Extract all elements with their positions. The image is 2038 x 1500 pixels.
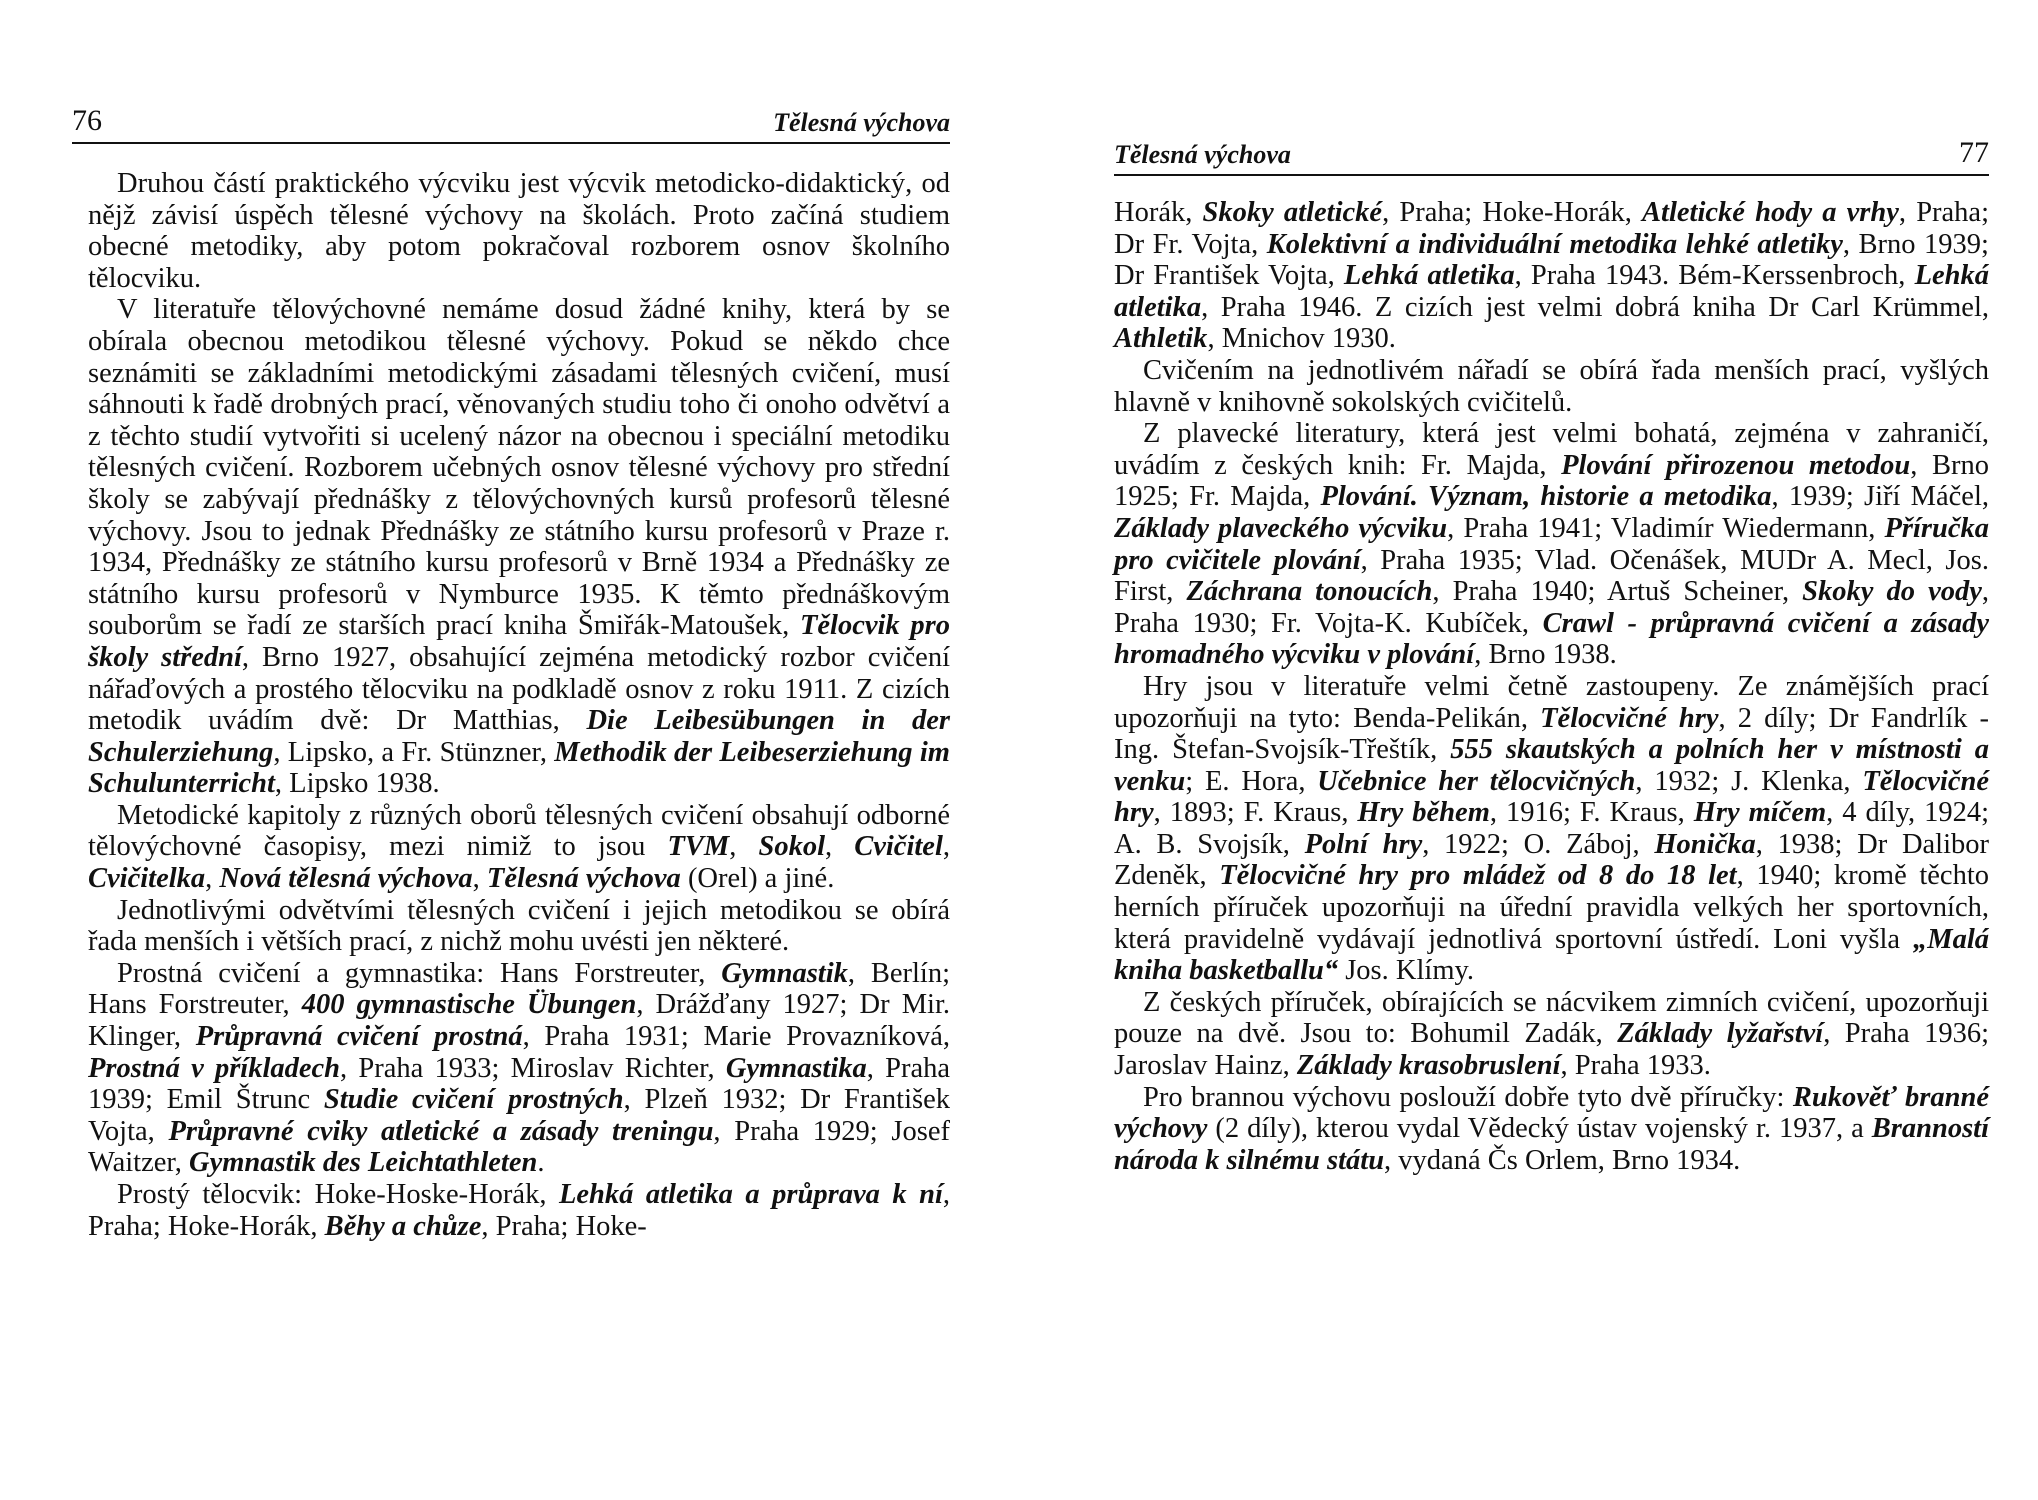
text-run: , <box>729 831 759 863</box>
right-page-header <box>1114 132 1989 176</box>
text-run: , <box>472 863 487 895</box>
text-run: , 2 díly; Dr Fandrlík - Ing. Štefan-Svojsík-Třeštík, <box>1114 702 1989 766</box>
italic-title: Záchrana tonoucích <box>1186 576 1433 608</box>
italic-title: 400 gymnastische Übungen <box>301 989 637 1021</box>
italic-title: Atletické hody a vrhy <box>1642 197 1899 228</box>
right-page <box>1019 0 2038 1500</box>
text-run: , Brno 1925; Fr. Majda, <box>1114 449 1990 513</box>
text-run: , 4 díly, 1924; A. B. Svojsík, <box>1114 797 1989 860</box>
text-run: , Praha 1929; Josef Waitzer, <box>88 1115 950 1179</box>
text-run: , Praha; Hoke- <box>481 1210 647 1242</box>
text-run: V literatuře tělovýchovné nemáme dosud žádné knihy, která by se obírala obecnou metodikou tělesné výchovy. Pokud se někdo chce seznámiti se základními metodickými zásadami tělesných cvičení, musí sáhnouti k řadě drobných prací, věnovaných studiu toho či onoho odvětví a z těchto studií vytvořiti si ucelený názor na obecnou i speciální metodiku tělesných cvičení. Rozborem učebných osnov tělesné výchovy pro střední školy se zabývají přednášky z tělovýchovných kursů profesorů tělesné výchovy. Jsou to jednak Přednášky ze státního kursu profesorů v Praze r. 1934, Přednášky ze státního kursu profesorů v Brně 1934 a Přednášky ze státního kursu profesorů v Nymburce 1935. K těmto přednáškovým souborům se řadí ze starších prací kniha Šmiřák-Matoušek, <box>88 294 950 642</box>
italic-title: Tělocvik pro školy střední <box>88 610 950 673</box>
text-run: , Drážďany 1927; Dr Mir. Klinger, <box>88 989 950 1053</box>
text-run: . <box>537 1147 545 1179</box>
paragraph <box>1114 355 1989 418</box>
italic-title: Rukověť branné výchovy <box>1114 1081 1989 1145</box>
italic-title: Studie cvičení prostných <box>323 1084 624 1116</box>
text-run: Jednotlivými odvětvími tělesných cvičení i jejich metodikou se obírá řada menších i větších prací, z nichž mohu uvésti jen některé. <box>88 894 950 958</box>
italic-title: TVM <box>667 831 730 863</box>
text-run: , Praha 1933; Miroslav Richter, <box>340 1052 726 1084</box>
paragraph <box>88 895 950 958</box>
paragraph <box>88 800 950 895</box>
italic-title: Crawl - průpravná cvičení a zásady hromadného výcviku v plování <box>1114 607 1989 671</box>
italic-title: Běhy a chůze <box>324 1210 482 1242</box>
italic-title: „Malá kniha basketballu“ <box>1114 923 1989 987</box>
text-run: Jos. Klímy. <box>1338 955 1475 987</box>
text-run: , Praha 1933. <box>1560 1050 1711 1082</box>
italic-title: Methodik der Leibeserziehung im Schulunterricht <box>88 736 950 800</box>
text-run: Druhou částí praktického výcviku jest výcvik metodicko-didaktický, od nějž závisí úspěch tělesné výchovy na školách. Proto začíná studiem obecné metodiky, aby potom pokračoval rozborem osnov školního tělocviku. <box>88 168 950 294</box>
italic-title: Skoky do vody <box>1802 576 1982 608</box>
text-run: Horák, <box>1114 197 1203 228</box>
italic-title: Prostná v příkladech <box>88 1052 341 1084</box>
text-run: , Praha; Hoke-Horák, <box>1382 197 1643 228</box>
text-run: , Praha 1939; Emil Štrunc <box>88 1052 950 1116</box>
text-run: , Praha 1930; Fr. Vojta-K. Kubíček, <box>1114 576 1989 639</box>
text-run: Metodické kapitoly z různých oborů tělesných cvičení obsahují odborné tělovýchovné časopisy, mezi nimiž to jsou <box>88 799 950 863</box>
italic-title: Učebnice her tělocvičných <box>1317 765 1636 797</box>
text-run: , 1916; F. Kraus, <box>1489 797 1694 829</box>
text-run: , Praha; Hoke-Horák, <box>88 1179 950 1242</box>
italic-title: Skoky atletické <box>1202 197 1383 228</box>
text-run: , 1893; F. Kraus, <box>1153 797 1358 829</box>
text-run: , Mnichov 1930. <box>1207 323 1396 355</box>
italic-title: 555 skautských a polních her v místnosti a venku <box>1114 734 1989 797</box>
text-run: , 1922; O. Záboj, <box>1422 828 1655 860</box>
italic-title: Průpravné cviky atletické a zásady treningu <box>168 1115 714 1147</box>
text-run: , 1939; Jiří Máčel, <box>1771 481 1989 513</box>
text-run: , Brno 1938. <box>1474 639 1617 671</box>
italic-title: Tělocvičné hry <box>1540 702 1719 734</box>
italic-title: Tělocvičné hry <box>1114 765 1989 829</box>
left-running-title: Tělesná výchova <box>773 108 950 137</box>
paragraph <box>1114 197 1989 355</box>
text-run: , Plzeň 1932; Dr František Vojta, <box>88 1084 950 1147</box>
paragraph <box>1114 418 1989 671</box>
paragraph <box>88 958 950 1179</box>
italic-title: Kolektivní a individuální metodika lehké atletiky <box>1266 228 1843 260</box>
text-run: , vydaná Čs Orlem, Brno 1934. <box>1384 1144 1741 1176</box>
text-run: Z plavecké literatury, která jest velmi bohatá, zejména v zahraničí, uvádím z českých knih: Fr. Majda, <box>1114 418 1989 481</box>
italic-title: Průpravná cvičení prostná <box>195 1021 523 1053</box>
italic-title: Cvičitel <box>854 831 943 863</box>
text-run: , <box>942 831 950 863</box>
italic-title: Plování přirozenou metodou <box>1561 449 1911 481</box>
text-run: (Orel) a jiné. <box>680 863 835 895</box>
italic-title: Sokol <box>758 831 826 863</box>
text-run: Prostý tělocvik: Hoke-Hoske-Horák, <box>117 1179 559 1210</box>
text-run: , Brno 1939; Dr František Vojta, <box>1114 228 1989 292</box>
text-run: , 1932; J. Klenka, <box>1635 765 1863 797</box>
text-run: , <box>205 863 220 895</box>
italic-title: Plování. Význam, historie a metodika <box>1320 481 1772 513</box>
italic-title: Hry během <box>1357 797 1490 829</box>
italic-title: Athletik <box>1114 323 1208 355</box>
italic-title: Základy lyžařství <box>1617 1018 1824 1050</box>
italic-title: Gymnastik des Leichtathleten <box>189 1147 538 1179</box>
italic-title: Branností národa k silnému státu <box>1114 1113 1989 1176</box>
italic-title: Základy plaveckého výcviku <box>1114 512 1448 544</box>
text-run: , Praha; Dr Fr. Vojta, <box>1114 197 1989 260</box>
text-run: Cvičením na jednotlivém nářadí se obírá řada menších prací, vyšlých hlavně v knihovně sokolských cvičitelů. <box>1114 354 1989 418</box>
text-run: , Praha 1941; Vladimír Wiedermann, <box>1447 512 1885 544</box>
left-page-number: 76 <box>72 104 102 137</box>
text-run: Prostná cvičení a gymnastika: Hans Forstreuter, <box>117 957 722 989</box>
italic-title: Cvičitelka <box>88 863 206 895</box>
right-running-title: Tělesná výchova <box>1114 140 1291 169</box>
paragraph <box>88 1179 950 1242</box>
text-run: Pro brannou výchovu poslouží dobře tyto dvě příručky: <box>1143 1081 1793 1113</box>
italic-title: Polní hry <box>1304 828 1423 860</box>
text-run: , 1940; kromě těchto herních příruček upozorňuji na úřední pravidla velkých her sportovních, která pravidelně vydávají jednotlivá sportovní ústředí. Loni vyšla <box>1114 860 1989 955</box>
left-page-body <box>88 168 950 1242</box>
left-page-header <box>72 100 950 144</box>
italic-title: Gymnastik <box>721 957 848 989</box>
text-run: ; E. Hora, <box>1185 765 1318 797</box>
italic-title: Lehká atletika <box>1343 260 1515 292</box>
text-run: , Berlín; Hans Forstreuter, <box>88 957 950 1021</box>
right-page-body <box>1114 197 1989 1176</box>
text-run: , 1938; Dr Dalibor Zdeněk, <box>1114 828 1990 892</box>
text-run: , Praha 1931; Marie Provazníková, <box>522 1021 950 1053</box>
text-run: , Praha 1936; Jaroslav Hainz, <box>1114 1018 1990 1082</box>
italic-title: Tělesná výchova <box>486 863 681 895</box>
right-page-number: 77 <box>1959 136 1989 169</box>
text-run: Hry jsou v literatuře velmi četně zastoupeny. Ze známějších prací upozorňuji na tyto: Benda-Pelikán, <box>1114 670 1989 734</box>
italic-title: Honička <box>1654 828 1756 860</box>
italic-title: Gymnastika <box>725 1052 867 1084</box>
paragraph <box>88 294 950 800</box>
text-run: (2 díly), kterou vydal Vědecký ústav vojenský r. 1937, a <box>1207 1113 1872 1145</box>
text-run: , <box>825 831 855 863</box>
text-run: , Praha 1943. Bém-Kerssenbroch, <box>1514 260 1915 292</box>
paragraph <box>1114 1082 1989 1177</box>
text-run: , Praha 1946. Z cizích jest velmi dobrá kniha Dr Carl Krümmel, <box>1201 291 1989 323</box>
italic-title: Nová tělesná výchova <box>219 863 473 895</box>
text-run: Z českých příruček, obírajících se nácvikem zimních cvičení, upozorňuji pouze na dvě. Jsou to: Bohumil Zadák, <box>1114 986 1989 1050</box>
italic-title: Tělocvičné hry pro mládež od 8 do 18 let <box>1219 860 1737 892</box>
paragraph <box>1114 671 1989 987</box>
italic-title: Příručka pro cvičitele plování <box>1114 512 1989 576</box>
text-run: , Praha 1940; Artuš Scheiner, <box>1432 576 1803 608</box>
text-run: , Brno 1927, obsahující zejména metodický rozbor cvičení nářaďových a prostého tělocviku na podkladě osnov z roku 1911. Z cizích metodik uvádím dvě: Dr Matthias, <box>88 641 950 737</box>
text-run: , Praha 1935; Vlad. Očenášek, MUDr A. Mecl, Jos. First, <box>1114 544 1989 608</box>
italic-title: Hry míčem <box>1693 797 1827 829</box>
italic-title: Lehká atletika <box>1114 260 1989 323</box>
text-run: , Lipsko, a Fr. Stünzner, <box>273 736 555 768</box>
text-run: , Lipsko 1938. <box>274 768 440 800</box>
paragraph <box>88 168 950 294</box>
italic-title: Základy krasobruslení <box>1296 1050 1561 1082</box>
italic-title: Die Leibesübungen in der Schulerziehung <box>88 705 950 768</box>
italic-title: Lehká atletika a průprava k ní <box>558 1179 943 1210</box>
paragraph <box>1114 987 1989 1082</box>
